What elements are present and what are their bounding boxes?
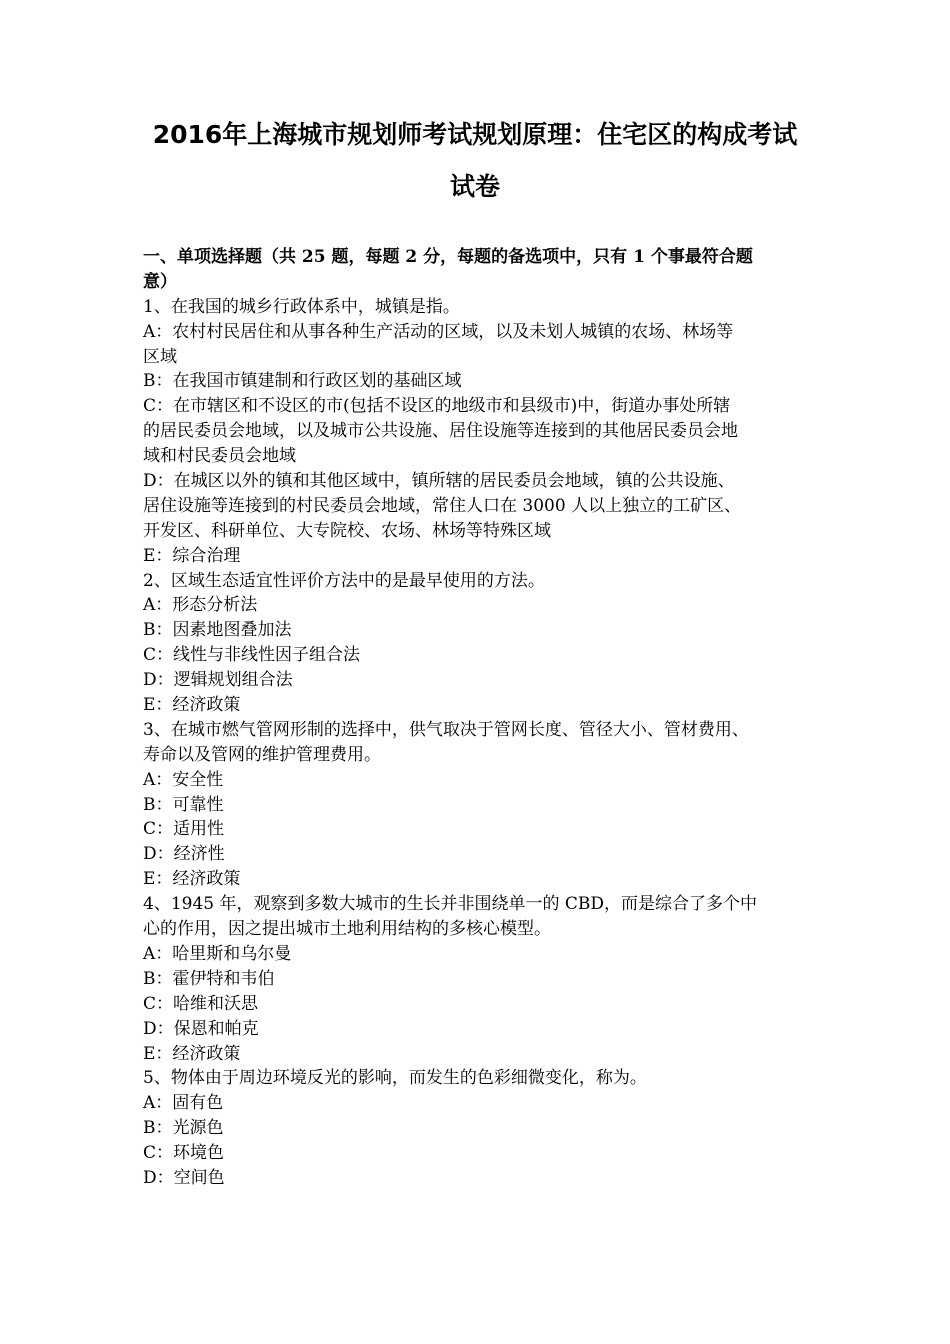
- document-title-line-1: 2016年上海城市规划师考试规划原理：住宅区的构成考试: [152, 120, 798, 149]
- option-line: D：经济性: [143, 844, 225, 865]
- option-line: E：综合治理: [143, 545, 241, 566]
- document-body: [143, 245, 811, 1191]
- option-line: C：适用性: [143, 819, 225, 840]
- option-line: D：在城区以外的镇和其他区域中，镇所辖的居民委员会地域，镇的公共设施、: [143, 471, 735, 492]
- option-line: E：经济政策: [143, 1043, 241, 1064]
- question-line: 2、区域生态适宜性评价方法中的是最早使用的方法。: [143, 570, 545, 591]
- option-line: A：固有色: [143, 1093, 224, 1114]
- document-title-line-2: 试卷: [449, 172, 500, 201]
- option-line: A：形态分析法: [143, 595, 258, 616]
- question-line: 5、物体由于周边环境反光的影响，而发生的色彩细微变化，称为。: [143, 1068, 647, 1089]
- option-line: C：线性与非线性因子组合法: [143, 645, 361, 666]
- question-line: 3、在城市燃气管网形制的选择中，供气取决于管网长度、管径大小、管材费用、: [143, 719, 749, 740]
- option-line: 居住设施等连接到的村民委员会地域，常住人口在 3000 人以上独立的工矿区、: [143, 495, 742, 516]
- option-line: 开发区、科研单位、大专院校、农场、林场等特殊区域: [143, 520, 551, 541]
- option-line: C：环境色: [143, 1143, 225, 1164]
- option-line: B：光源色: [143, 1118, 224, 1139]
- option-line: B：因素地图叠加法: [143, 620, 292, 641]
- option-line: E：经济政策: [143, 695, 241, 716]
- option-line: B：在我国市镇建制和行政区划的基础区域: [143, 371, 462, 392]
- option-line: D：保恩和帕克: [143, 1018, 259, 1039]
- question-line: 寿命以及管网的维护管理费用。: [143, 744, 381, 765]
- option-line: B：霍伊特和韦伯: [143, 968, 275, 989]
- option-line: 区域: [143, 346, 177, 367]
- option-line: D：逻辑规划组合法: [143, 670, 293, 691]
- option-line: 域和村民委员会地域: [143, 446, 296, 467]
- question-line: 4、1945 年，观察到多数大城市的生长并非围绕单一的 CBD，而是综合了多个中: [143, 894, 758, 915]
- option-line: 的居民委员会地域，以及城市公共设施、居住设施等连接到的其他居民委员会地: [143, 421, 738, 442]
- section-header-line: 一、单项选择题（共 25 题，每题 2 分，每题的备选项中，只有 1 个事最符合题: [143, 247, 753, 267]
- option-line: D：空间色: [143, 1167, 225, 1188]
- option-line: C：哈维和沃思: [143, 993, 259, 1014]
- option-line: A：哈里斯和乌尔曼: [143, 943, 292, 964]
- option-line: B：可靠性: [143, 794, 224, 815]
- option-line: A：农村村民居住和从事各种生产活动的区域，以及未划人城镇的农场、林场等: [143, 321, 734, 342]
- option-line: E：经济政策: [143, 869, 241, 890]
- question-line: 心的作用，因之提出城市土地利用结构的多核心模型。: [143, 919, 551, 940]
- section-header-line: 意）: [143, 271, 177, 292]
- option-line: C：在市辖区和不设区的市(包括不设区的地级市和县级市)中，街道办事处所辖: [143, 396, 731, 417]
- option-line: A：安全性: [143, 769, 224, 790]
- question-line: 1、在我国的城乡行政体系中，城镇是指。: [143, 296, 460, 317]
